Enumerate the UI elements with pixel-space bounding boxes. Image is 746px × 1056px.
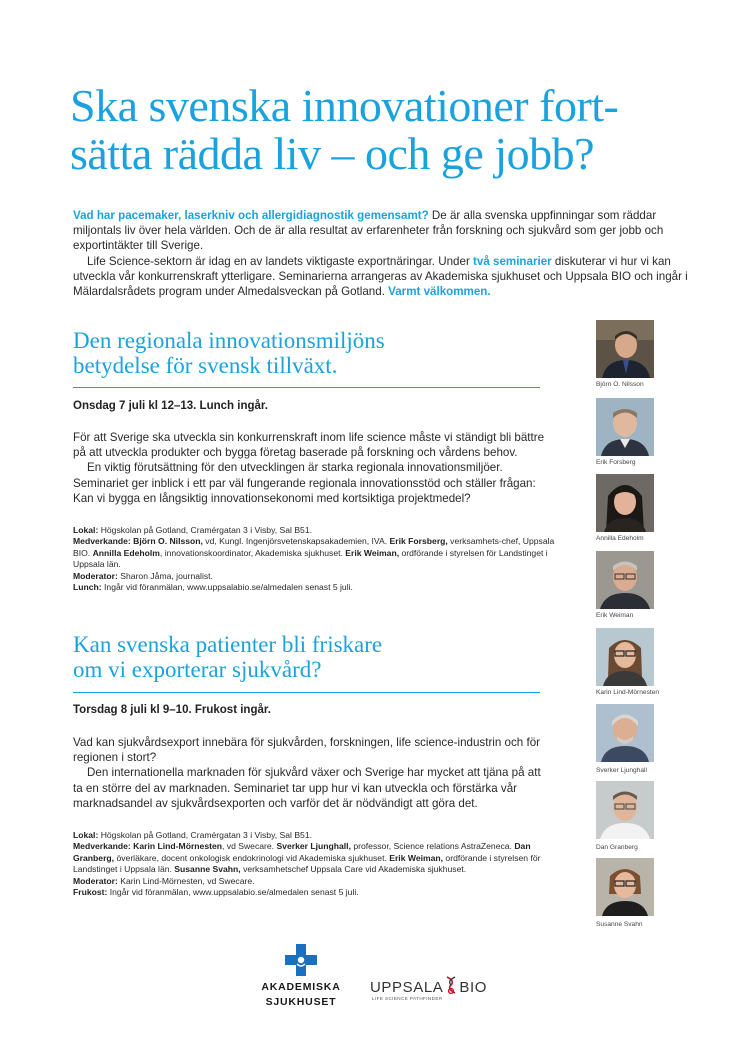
- lokal-label: Lokal:: [73, 525, 99, 535]
- title-line-2: sätta rädda liv – och ge jobb?: [70, 128, 595, 179]
- caption-karin-lind-mornesten: Karin Lind-Mörnesten: [596, 689, 660, 696]
- seminar1-location-text: Högskolan på Gotland, Cramérgatan 3 i Visby, Sal B51.: [98, 525, 313, 535]
- lokal-label: Lokal:: [73, 830, 99, 840]
- seminar1-divider: [73, 387, 540, 388]
- seminar2-date: Torsdag 8 juli kl 9–10. Frukost ingår.: [73, 704, 271, 716]
- meal-text: Ingår vid föranmälan, www.uppsalabio.se/almedalen senast 5 juli.: [101, 582, 353, 593]
- seminar1-moderator: [73, 571, 563, 582]
- caption-erik-weiman: Erik Weiman: [596, 612, 634, 619]
- seminar2-meal: [73, 887, 563, 898]
- seminar2-paragraph-1: Vad kan sjukvårdsexport innebära för sjukvården, forskningen, life science-industrin och för regionen i stort?: [73, 736, 540, 765]
- participant-title: , vd Swecare.: [222, 841, 277, 852]
- intro-p1-rest: De är alla svenska uppfinningar som räddar miljontals liv över hela världen. Och de är alla resultat av erfarenheter från forskning och sjukvård som ger jobb och exportintäkter till Sverige.: [73, 209, 664, 253]
- seminar1-date: Onsdag 7 juli kl 12–13. Lunch ingår.: [73, 400, 268, 412]
- seminar1-location: [73, 525, 563, 536]
- caption-bjorn-nilsson: Björn O. Nilsson: [596, 381, 644, 388]
- seminar2-moderator: [73, 876, 563, 887]
- uppsala-tagline: LIFE SCIENCE PATHFINDER: [372, 996, 443, 1001]
- participant-name: Susanne Svahn,: [174, 864, 241, 875]
- meal-label: Frukost:: [73, 887, 108, 898]
- seminar2-title-line-1: Kan svenska patienter bli friskare: [73, 632, 383, 657]
- caption-erik-forsberg: Erik Forsberg: [596, 459, 636, 466]
- portrait-susanne-svahn: [596, 858, 654, 916]
- intro-paragraph-1: [73, 208, 693, 254]
- participant-title: vd, Kungl. Ingenjörsvetenskapsakademien, IVA.: [202, 536, 390, 547]
- uppsala-bio-logo: [370, 975, 487, 1001]
- seminar2-details: [73, 830, 563, 898]
- moderator-label: Moderator:: [73, 875, 118, 886]
- portrait-bjorn-nilsson: [596, 320, 654, 378]
- seminar2-title-line-2: om vi exporterar sjukvård?: [73, 657, 322, 682]
- participant-name: Annilla Edeholm: [92, 547, 160, 558]
- akademiska-cross-logo: [285, 944, 317, 976]
- portrait-erik-forsberg: [596, 398, 654, 456]
- intro-paragraph-2: [73, 254, 693, 300]
- medverkande-label: Medverkande:: [73, 536, 131, 547]
- uppsala-bio: BIO: [459, 979, 488, 996]
- seminar2-participants: [73, 841, 563, 875]
- intro-p2-a: Life Science-sektorn är idag en av landets viktigaste exportnäringar. Under: [87, 254, 474, 268]
- seminar1-details: [73, 525, 563, 593]
- participant-title: ordförande i styrelsen för Landstinget i Uppsala län.: [73, 852, 541, 875]
- meal-label: Lunch:: [73, 582, 102, 593]
- seminar2-location-text: Högskolan på Gotland, Cramérgatan 3 i Visby, Sal B51.: [98, 830, 313, 840]
- intro-lead-question: Vad har pacemaker, laserkniv och allergidiagnostik gemensamt?: [73, 209, 429, 222]
- portrait-erik-weiman: [596, 551, 654, 609]
- participant-name: Erik Weiman,: [345, 547, 400, 558]
- participant-title: verksamhetschef Uppsala Care vid Akademiska sjukhuset.: [240, 864, 467, 875]
- participant-name: Björn O. Nilsson,: [130, 536, 203, 547]
- participant-title: verksamhets-chef, Uppsala BIO.: [73, 536, 555, 558]
- page-title: [70, 82, 690, 178]
- participant-name: Dan Granberg,: [73, 841, 531, 863]
- intro-p2-b: diskuterar vi hur vi kan utveckla vår konkurrenskraft ytterligare. Seminarierna arrangeras av Akademiska sjukhuset och Uppsala BIO och ingår i Mälardalsrådets program under Almedalsveckan på Gotland.: [73, 254, 688, 299]
- moderator-text: Sharon Jåma, journalist.: [117, 570, 213, 581]
- seminar1-title-line-1: Den regionala innovationsmiljöns: [73, 328, 385, 353]
- seminar2-title: [73, 632, 543, 682]
- moderator-label: Moderator:: [73, 570, 118, 581]
- participant-name: Sverker Ljunghall,: [276, 841, 351, 852]
- intro-welcome: Varmt välkommen.: [388, 285, 491, 299]
- meal-text: Ingår vid föranmälan, www.uppsalabio.se/almedalen senast 5 juli.: [107, 887, 359, 898]
- portrait-karin-lind-mornesten: [596, 628, 654, 686]
- participant-title: ordförande i styrelsen för Landstinget i Uppsala län.: [73, 547, 548, 570]
- participant-title: överläkare, docent onkologisk endokrinologi vid Akademiska sjukhuset.: [114, 852, 390, 863]
- seminar2-paragraph-2: Den internationella marknaden för sjukvård växer och Sverige har mycket att tjäna på att ta en större del av marknaden. Seminariet tar upp hur vi kan utveckla och förstärka vår marknadsandel av sjukvårdsexporten och varför det är nödvändigt att göra det.: [73, 766, 541, 810]
- helix-icon: [444, 975, 458, 995]
- seminar1-body: [73, 430, 553, 506]
- caption-annilla-edeholm: Annilla Edeholm: [596, 535, 644, 542]
- title-line-1: Ska svenska innovationer fort-: [70, 80, 619, 131]
- caption-sverker-ljunghall: Sverker Ljunghall: [596, 767, 647, 774]
- seminar1-paragraph-2: En viktig förutsättning för den utvecklingen är starka regionala innovationsmiljöer. Seminariet ger inblick i ett par väl fungerande regionala innovationsstöd och ställer frågan: Kan vi bygga en långsiktig innovationsekonomi med kortsiktiga projektmedel?: [73, 461, 536, 505]
- seminar1-meal: [73, 582, 563, 593]
- akademiska-logo-text: [253, 980, 349, 1010]
- seminar2-location: [73, 830, 563, 841]
- intro-seminar-highlight: två seminarier: [473, 254, 552, 268]
- akademiska-line-1: AKADEMISKA: [261, 981, 341, 993]
- seminar1-participants: [73, 536, 563, 570]
- moderator-text: Karin Lind-Mörnesten, vd Swecare.: [117, 875, 255, 886]
- portrait-sverker-ljunghall: [596, 704, 654, 762]
- portrait-annilla-edeholm: [596, 474, 654, 532]
- participant-title: , innovationskoordinator, Akademiska sjukhuset.: [159, 547, 346, 558]
- seminar1-title-line-2: betydelse för svensk tillväxt.: [73, 353, 338, 378]
- participant-name: Erik Forsberg,: [389, 536, 448, 547]
- seminar1-title: [73, 328, 543, 378]
- participant-title: professor, Science relations AstraZeneca.: [350, 841, 515, 852]
- participant-name: Erik Weiman,: [389, 852, 444, 863]
- seminar2-divider: [73, 692, 540, 693]
- caption-susanne-svahn: Susanne Svahn: [596, 921, 643, 928]
- medverkande-label: Medverkande:: [73, 841, 131, 852]
- uppsala-name: UPPSALA: [370, 979, 444, 996]
- intro-text: [73, 208, 693, 299]
- seminar1-paragraph-1: För att Sverige ska utveckla sin konkurrenskraft inom life science måste vi ständigt bli bättre på att utveckla produkter och bygga företag baserade på forskning och vårdens behov.: [73, 431, 545, 460]
- akademiska-line-2: SJUKHUSET: [265, 996, 337, 1008]
- seminar2-body: [73, 735, 553, 811]
- portrait-dan-granberg: [596, 781, 654, 839]
- participant-name: Karin Lind-Mörnesten: [130, 841, 222, 852]
- caption-dan-granberg: Dan Granberg: [596, 844, 638, 851]
